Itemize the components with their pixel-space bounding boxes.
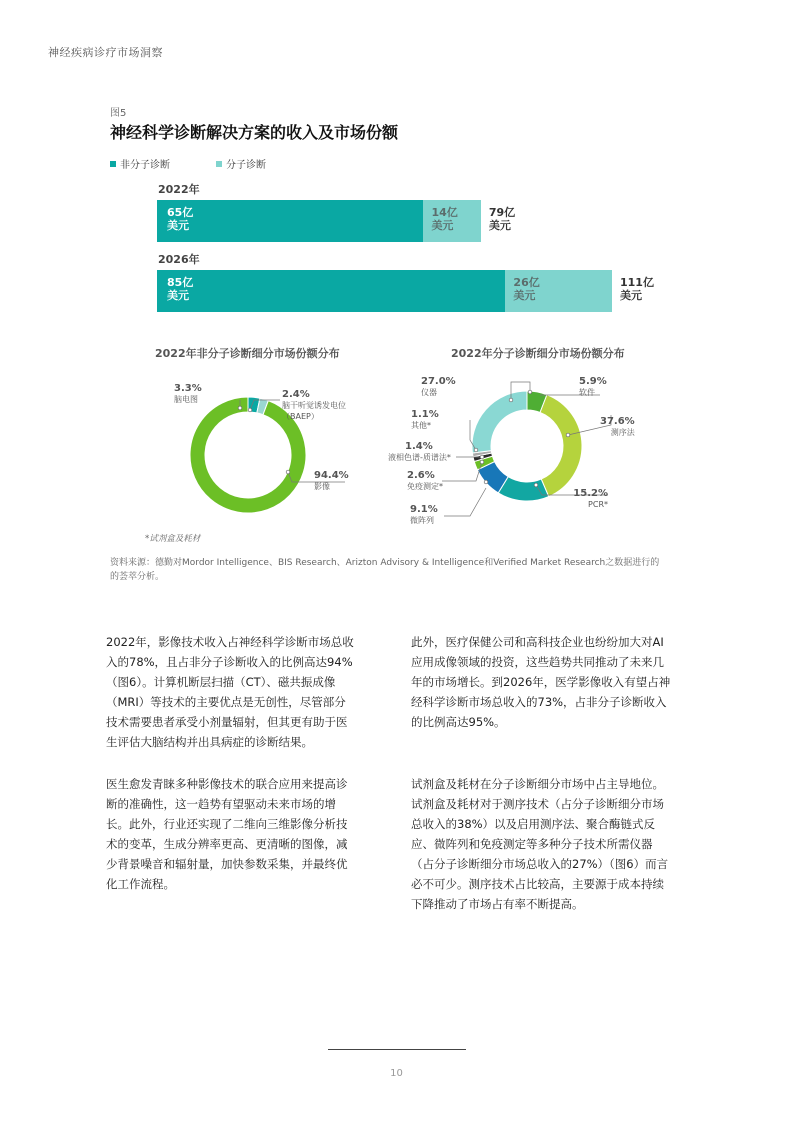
leader-dot bbox=[248, 408, 252, 412]
leader-line bbox=[444, 488, 486, 516]
figure-title: 神经科学诊断解决方案的收入及市场份额 bbox=[110, 123, 399, 142]
slice-pct: 3.3% bbox=[174, 383, 202, 394]
slice-label-eeg bbox=[174, 383, 202, 405]
slice-name: 测序法 bbox=[610, 428, 635, 437]
slice-name: 免疫测定* bbox=[407, 482, 443, 491]
leader-dot bbox=[480, 455, 484, 459]
donut-slice bbox=[472, 391, 527, 453]
bar-category-label: 2022年 bbox=[158, 183, 200, 196]
slice-pct: 37.6% bbox=[600, 416, 635, 427]
slice-name: 影像 bbox=[314, 482, 330, 491]
bar-data-label: 26亿美元 bbox=[513, 276, 540, 302]
slice-pct: 27.0% bbox=[421, 376, 456, 387]
page-number: 10 bbox=[390, 1068, 403, 1079]
source-note: 资料来源：德勤对Mordor Intelligence、BIS Research、Arizton Advisory & Intelligence和Verified Market Research之数据进行的的荟萃分析。 bbox=[110, 558, 660, 582]
donut-molecular bbox=[472, 391, 582, 501]
slice-label-imaging bbox=[314, 470, 349, 492]
leader-dot bbox=[238, 406, 242, 410]
slice-label-immunoassay bbox=[407, 470, 443, 492]
leader-dot bbox=[534, 483, 538, 487]
legend-label: 非分子诊断 bbox=[120, 160, 170, 171]
slice-pct: 1.1% bbox=[411, 409, 439, 420]
bar-total-label: 79亿美元 bbox=[488, 206, 516, 232]
bar-total-label: 111亿美元 bbox=[620, 276, 654, 302]
slice-name: 液相色谱-质谱法* bbox=[388, 453, 451, 462]
footer-divider bbox=[328, 1049, 466, 1050]
leader-dot bbox=[484, 480, 488, 484]
slice-label-instruments bbox=[421, 376, 456, 398]
donut-slice bbox=[540, 395, 582, 497]
body-paragraph: 医生愈发青睐多种影像技术的联合应用来提高诊断的准确性，这一趋势有望驱动未来市场的增长。此外，行业还实现了二维向三维影像分析技术的变革，生成分辨率更高、更清晰的图像，减少背景噪音和辐射量，加快参数采集，并最终优化工作流程。 bbox=[106, 777, 348, 891]
slice-label-sequencing bbox=[600, 416, 635, 438]
slice-name: PCR* bbox=[588, 500, 608, 509]
slice-label-microarray bbox=[410, 504, 438, 526]
legend-label: 分子诊断 bbox=[226, 160, 266, 171]
leader-dot bbox=[566, 433, 570, 437]
body-paragraph: 2022年，影像技术收入占神经科学诊断市场总收入的78%，且占非分子诊断收入的比例高达94%（图6）。计算机断层扫描（CT）、磁共振成像（MRI）等技术的主要优点是无创性，尽管部分技术需要患者承受小剂量辐射，但其更有助于医生评估大脑结构并出具病症的诊断结果。 bbox=[106, 635, 354, 749]
running-header: 神经疾病诊疗市场洞察 bbox=[48, 46, 163, 59]
slice-name: 微阵列 bbox=[410, 516, 434, 525]
bar-data-label: 65亿美元 bbox=[167, 206, 194, 232]
slice-label-software bbox=[579, 376, 607, 398]
slice-pct: 15.2% bbox=[573, 488, 608, 499]
leader-dot bbox=[474, 448, 478, 452]
donut-title-molecular: 2022年分子诊断细分市场份额分布 bbox=[451, 347, 625, 360]
slice-pct: 9.1% bbox=[410, 504, 438, 515]
slice-label-lcms bbox=[388, 441, 451, 463]
slice-pct: 94.4% bbox=[314, 470, 349, 481]
body-paragraph: 此外，医疗保健公司和高科技企业也纷纷加大对AI应用成像领域的投资，这些趋势共同推动了未来几年的市场增长。到2026年，医学影像收入有望占神经科学诊断市场总收入的73%，占非分子诊断收入的比例高达95%。 bbox=[411, 635, 671, 729]
slice-name: 软件 bbox=[579, 388, 595, 397]
slice-name: 仪器 bbox=[421, 388, 437, 397]
figure-footnote: *试剂盒及耗材 bbox=[145, 534, 201, 544]
leader-dot bbox=[509, 398, 513, 402]
slice-name: 脑电图 bbox=[174, 395, 198, 404]
slice-label-baep bbox=[282, 389, 354, 422]
body-column-left bbox=[106, 632, 356, 916]
leader-dot bbox=[528, 390, 532, 394]
slice-pct: 1.4% bbox=[405, 441, 433, 452]
slice-pct: 2.6% bbox=[407, 470, 435, 481]
bar-data-label: 85亿美元 bbox=[167, 276, 194, 302]
donut-title-non-molecular: 2022年非分子诊断细分市场份额分布 bbox=[155, 347, 340, 360]
slice-name: 脑干听觉诱发电位（BAEP） bbox=[282, 401, 346, 421]
slice-pct: 2.4% bbox=[282, 389, 310, 400]
slice-label-pcr bbox=[572, 488, 608, 510]
body-column-right bbox=[411, 632, 675, 936]
body-paragraph: 试剂盒及耗材在分子诊断细分市场中占主导地位。试剂盒及耗材对于测序技术（占分子诊断细分市场总收入的38%）以及启用测序法、聚合酶链式反应、微阵列和免疫测定等多种分子技术所需仪器（占分子诊断细分市场总收入的27%）（图6）而言必不可少。测序技术占比较高，主要源于成本持续下降推动了市场占有率不断提高。 bbox=[411, 777, 669, 911]
figure-number: 图5 bbox=[110, 108, 127, 119]
bar-data-label: 14亿美元 bbox=[431, 206, 458, 232]
bar-category-label: 2026年 bbox=[158, 253, 200, 266]
slice-pct: 5.9% bbox=[579, 376, 607, 387]
slice-name: 其他* bbox=[411, 421, 431, 430]
leader-dot bbox=[480, 460, 484, 464]
slice-label-other bbox=[411, 409, 439, 431]
leader-dot bbox=[286, 470, 290, 474]
